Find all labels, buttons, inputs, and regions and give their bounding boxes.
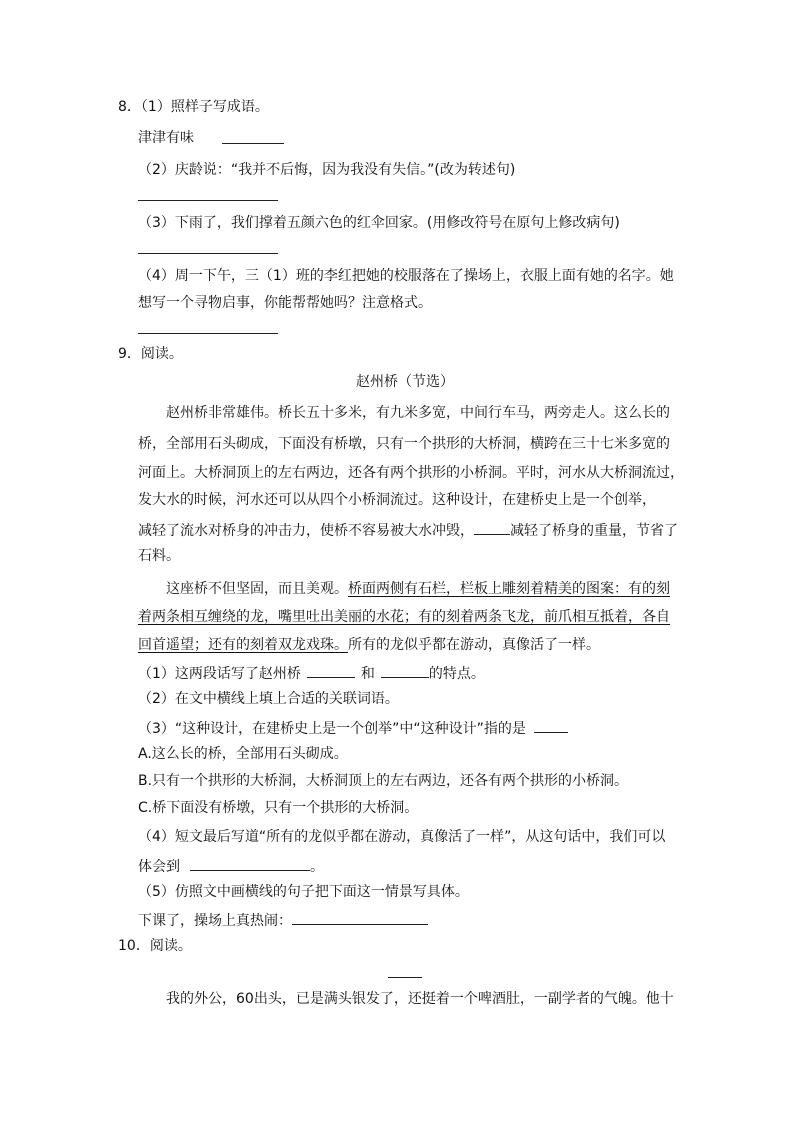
q9-sub5-prompt-row <box>138 908 428 932</box>
q10-instruction: 阅读。 <box>149 938 192 954</box>
q9-sub4-l2b: 。 <box>310 859 324 875</box>
q8-p1-answer-line[interactable] <box>222 143 284 144</box>
passage-p1-line6: 石料。 <box>138 548 180 564</box>
q9-sub4-blank[interactable] <box>190 854 310 871</box>
passage-p2-line3 <box>138 634 600 656</box>
passage-p1-line1: 赵州桥非常雄伟。桥长五十多米，有九米多宽，中间行车马，两旁走人。这么长的 <box>166 405 670 421</box>
q9-header <box>118 343 183 365</box>
q8-p1-label: （1）照样子写成语。 <box>140 99 269 115</box>
passage-p1-line3: 河面上。大桥洞顶上的左右两边，还各有两个拱形的小桥洞。平时，河水从大桥洞流过， <box>138 465 684 481</box>
q10-header <box>118 935 192 957</box>
q9-instruction: 阅读。 <box>140 346 183 362</box>
q9-sub1-a: （1）这两段话写了赵州桥 <box>138 666 301 682</box>
q8-header <box>118 96 269 118</box>
q9-sub3 <box>138 716 568 740</box>
passage-p1-line5 <box>138 518 678 542</box>
q9-sub2: （2）在文中横线上填上合适的关联词语。 <box>138 691 399 707</box>
q9-sub3-text: （3）“这种设计，在建桥史上是一个创举”中“这种设计”指的是 <box>138 721 526 737</box>
passage-p1-line5-a: 减轻了流水对桥身的冲击力，使桥不容易被大水冲毁， <box>138 523 474 539</box>
q9-sub1-blank1[interactable] <box>307 661 355 678</box>
q8-p3-answer-line[interactable] <box>138 253 278 254</box>
passage-p2-line1-plain: 这座桥不但坚固，而且美观。 <box>166 581 348 597</box>
passage-p1-line2: 桥，全部用石头砌成，下面没有桥墩，只有一个拱形的大桥洞，横跨在三十七米多宽的 <box>138 436 670 452</box>
passage-p2-line3-plain: 所有的龙似乎都在游动，真像活了一样。 <box>348 637 600 653</box>
passage-p1-line4: 发大水的时候，河水还可以从四个小桥洞流过。这种设计，在建桥史上是一个创举， <box>138 492 656 508</box>
q9-sub5: （5）仿照文中画横线的句子把下面这一情景写具体。 <box>138 884 469 900</box>
passage-p2-line3-underlined: 回首遥望；还有的刻着双龙戏珠。 <box>138 637 348 653</box>
connective-blank[interactable] <box>474 518 510 535</box>
passage-title: 赵州桥（节选） <box>356 374 454 390</box>
q9-sub1-b: 和 <box>360 666 375 682</box>
q9-sub4-line1: （4）短文最后写道“所有的龙似乎都在游动，真像活了一样”，从这句话中，我们可以 <box>138 829 666 845</box>
q9-sub3-blank[interactable] <box>534 716 568 733</box>
q8-p2-text: （2）庆龄说：“我并不后悔，因为我没有失信。”(改为转述句) <box>138 162 516 178</box>
q8-p1-example-row <box>138 127 194 149</box>
q8-p3-text: （3）下雨了，我们撑着五颜六色的红伞回家。(用修改符号在原句上修改病句) <box>138 215 620 231</box>
q8-p4-answer-line[interactable] <box>138 333 278 334</box>
q9-sub4-l2a: 体会到 <box>138 859 180 875</box>
q8-number: 8． <box>118 99 141 115</box>
q9-sub5-prompt: 下课了，操场上真热闹： <box>138 913 292 929</box>
q9-option-b[interactable]: B.只有一个拱形的大桥洞，大桥洞顶上的左右两边，还各有两个拱形的小桥洞。 <box>138 773 629 789</box>
q10-para1: 我的外公，60出头，已是满头银发了，还挺着一个啤酒肚，一副学者的气魄。他十 <box>166 991 674 1007</box>
passage-p1-line5-b: 减轻了桥身的重量，节省了 <box>510 523 678 539</box>
q9-sub5-blank[interactable] <box>292 908 428 925</box>
q9-sub1 <box>138 661 485 685</box>
passage-p2-line2-underlined: 着两条相互缠绕的龙，嘴里吐出美丽的水花；有的刻着两条飞龙，前爪相互抵着，各自 <box>138 609 670 625</box>
passage-p2-line2 <box>138 606 670 628</box>
q8-p4-line1: （4）周一下午，三（1）班的李红把她的校服落在了操场上，衣服上面有她的名字。她 <box>138 268 674 284</box>
passage-p2-line1 <box>166 578 670 600</box>
q10-number: 10． <box>118 938 150 954</box>
q9-sub1-c: 的特点。 <box>428 666 485 682</box>
q8-p4-line2: 想写一个寻物启事，你能帮帮她吗？注意格式。 <box>138 295 432 311</box>
q8-p1-example: 津津有味 <box>138 130 194 146</box>
q9-option-c[interactable]: C.桥下面没有桥墩，只有一个拱形的大桥洞。 <box>138 800 419 816</box>
q10-title-blank[interactable] <box>388 977 422 978</box>
passage-p2-line1-underlined: 桥面两侧有石栏，栏板上雕刻着精美的图案：有的刻 <box>348 581 670 597</box>
q9-sub1-blank2[interactable] <box>381 661 429 678</box>
q8-p2-answer-line[interactable] <box>138 200 278 201</box>
q9-number: 9． <box>118 346 141 362</box>
q9-option-a[interactable]: A.这么长的桥，全部用石头砌成。 <box>138 746 348 762</box>
q9-sub4-line2 <box>138 854 324 878</box>
